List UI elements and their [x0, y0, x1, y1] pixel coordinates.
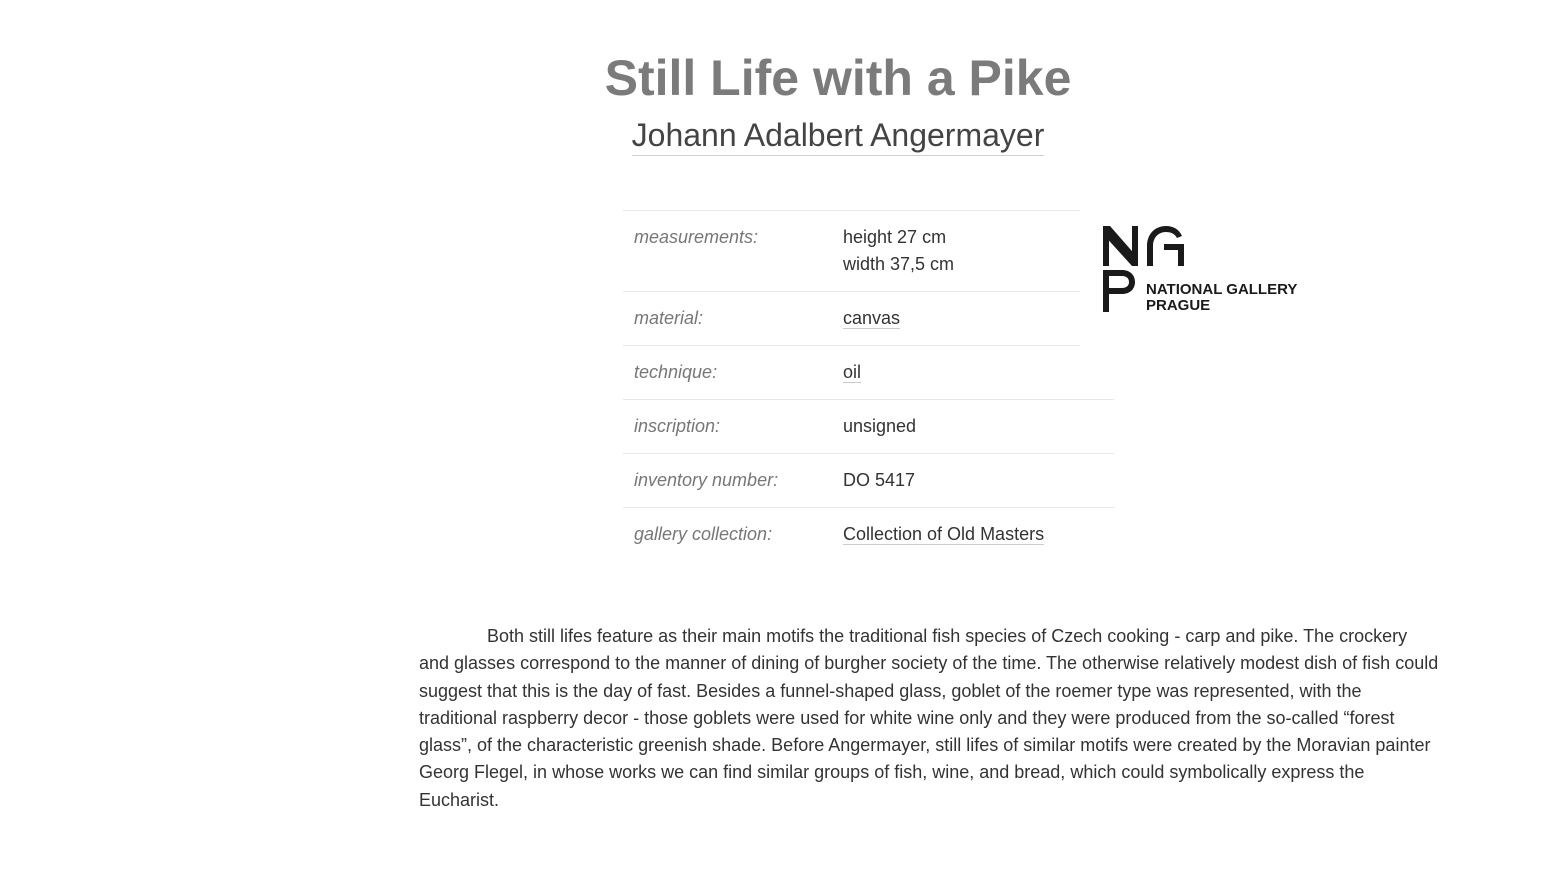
- author-link[interactable]: Johann Adalbert Angermayer: [632, 116, 1045, 156]
- collection-link[interactable]: Collection of Old Masters: [843, 524, 1045, 544]
- detail-value: DO 5417: [843, 470, 916, 490]
- measurement-height: height 27 cm: [843, 227, 947, 247]
- detail-value: unsigned: [843, 416, 917, 436]
- technique-link[interactable]: oil: [843, 362, 862, 382]
- material-link[interactable]: canvas: [843, 308, 901, 328]
- detail-label: inscription:: [634, 416, 721, 436]
- detail-value: [833, 211, 1080, 291]
- detail-value: [833, 508, 1114, 561]
- logo-text: [1146, 282, 1297, 314]
- detail-label: material:: [634, 308, 704, 328]
- artwork-title: Still Life with a Pike: [604, 50, 1072, 106]
- detail-label: technique:: [634, 362, 718, 382]
- logo-text-line-2: PRAGUE: [1146, 297, 1211, 314]
- detail-row-inscription: [623, 399, 1114, 453]
- detail-row-measurements: [623, 210, 1080, 291]
- logo-text-line-1: NATIONAL GALLERY: [1146, 281, 1298, 298]
- measurement-width: width 37,5 cm: [843, 254, 955, 274]
- detail-row-gallery-collection: [623, 507, 1114, 561]
- artwork-description: Both still lifes feature as their main motifs the traditional fish species of Czech cooking - carp and pike. The crockery and glasses correspond to the manner of dining of burgher society of the time. The otherwise relatively modest dish of fish could suggest that this is the day of fast. Besides a funnel-shaped glass, goblet of the roemer type was represented, with the traditional raspberry decor - those goblets were used for white wine only and they were produced from the so-called “forest glass”, of the characteristic greenish shade. Before Angermayer, still lifes of similar motifs were created by the Moravian painter Georg Flegel, in whose works we can find similar groups of fish, wine, and bread, which could symbolically express the Eucharist.: [419, 626, 1439, 810]
- detail-label: measurements:: [634, 227, 759, 247]
- detail-row-material: [623, 291, 1080, 345]
- author-container: [538, 116, 1138, 156]
- detail-label: gallery collection:: [634, 524, 773, 544]
- detail-label: inventory number:: [634, 470, 779, 490]
- national-gallery-logo[interactable]: [1102, 224, 1332, 316]
- detail-row-inventory-number: [623, 453, 1114, 507]
- detail-row-technique: [623, 345, 1080, 399]
- detail-value: [833, 292, 1080, 345]
- details-table: [623, 210, 1114, 561]
- detail-value: [833, 346, 1080, 399]
